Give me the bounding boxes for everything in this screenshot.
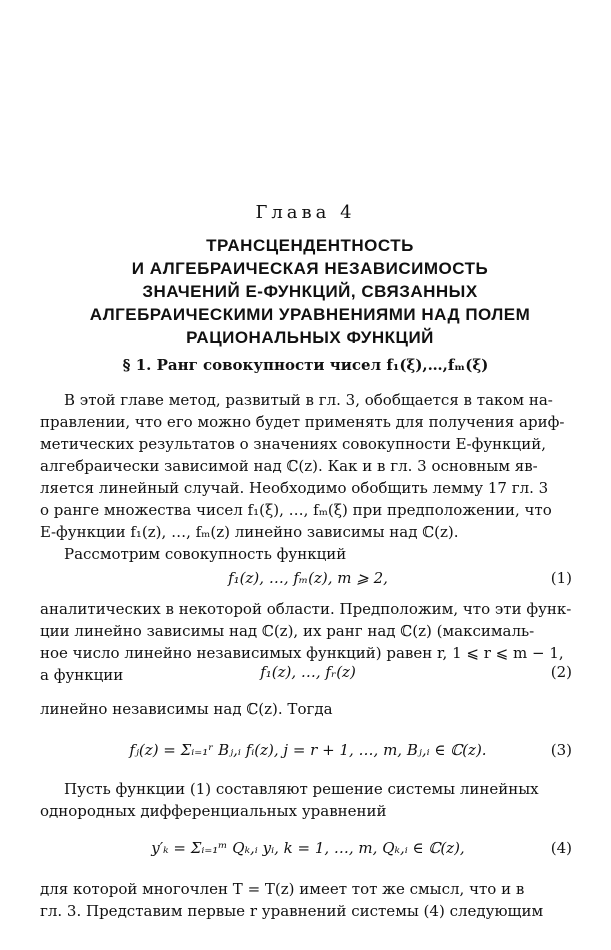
equation-number: (4) xyxy=(550,839,572,857)
equation-body: fⱼ(z) = Σᵢ₌₁ʳ Bⱼ,ᵢ fᵢ(z), j = r + 1, …, m, Bⱼ,ᵢ ∈ ℂ(z). xyxy=(129,741,487,759)
equation-2 xyxy=(40,656,576,690)
text-line: а функции xyxy=(40,666,124,684)
equation-number: (3) xyxy=(550,741,572,759)
equation-number: (1) xyxy=(550,569,572,587)
text-line: для которой многочлен T = T(z) имеет тот же смысл, что и в xyxy=(40,880,525,898)
title-line: ТРАНСЦЕНДЕНТНОСТЬ xyxy=(206,236,414,255)
text-line: В этой главе метод, развитый в гл. 3, обобщается в таком на- xyxy=(64,391,553,409)
text-line: ное число линейно независимых функций) равен r, 1 ⩽ r ⩽ m − 1, xyxy=(40,644,564,662)
paragraph-system xyxy=(40,778,576,822)
text-line: Рассмотрим совокупность функций xyxy=(64,545,347,563)
chapter-heading: Глава 4 xyxy=(255,202,356,223)
text-line: правлении, что его можно будет применять для получения ариф- xyxy=(40,413,565,431)
section-heading: § 1. Ранг совокупности чисел f₁(ξ),…,fₘ(ξ) xyxy=(122,356,489,374)
title-line: И АЛГЕБРАИЧЕСКАЯ НЕЗАВИСИМОСТЬ xyxy=(131,259,489,278)
equation-body: y′ₖ = Σᵢ₌₁ᵐ Qₖ,ᵢ yᵢ, k = 1, …, m, Qₖ,ᵢ ∈ ℂ(z), xyxy=(151,839,465,857)
title-line: РАЦИОНАЛЬНЫХ ФУНКЦИЙ xyxy=(186,328,434,347)
text-line: ляется линейный случай. Необходимо обобщить лемму 17 гл. 3 xyxy=(40,479,549,497)
paragraph-independent xyxy=(40,698,576,720)
equation-number: (2) xyxy=(550,663,572,681)
text-line: Е-функции f₁(z), …, fₘ(z) линейно зависимы над ℂ(z). xyxy=(40,523,459,541)
title-line: ЗНАЧЕНИЙ Е-ФУНКЦИЙ, СВЯЗАННЫХ xyxy=(142,282,478,301)
text-line: метических результатов о значениях совокупности Е-функций, xyxy=(40,435,546,453)
equation-3 xyxy=(40,734,576,768)
text-line: ции линейно зависимы над ℂ(z), их ранг над ℂ(z) (максималь- xyxy=(40,622,535,640)
text-line: линейно независимы над ℂ(z). Тогда xyxy=(40,700,333,718)
chapter-title xyxy=(40,234,580,349)
text-line: аналитических в некоторой области. Предположим, что эти функ- xyxy=(40,600,572,618)
equation-body: f₁(z), …, fᵣ(z) xyxy=(260,663,356,681)
equation-body: f₁(z), …, fₘ(z), m ⩾ 2, xyxy=(228,569,388,587)
text-line: однородных дифференциальных уравнений xyxy=(40,802,387,820)
paragraph-polynomial xyxy=(40,878,576,922)
equation-1 xyxy=(40,562,576,596)
text-line: гл. 3. Представим первые r уравнений системы (4) следующим xyxy=(40,902,544,920)
paragraph-intro xyxy=(40,389,576,565)
text-line: о ранге множества чисел f₁(ξ), …, fₘ(ξ) при предположении, что xyxy=(40,501,552,519)
equation-4 xyxy=(40,832,576,866)
text-line: Пусть функции (1) составляют решение системы линейных xyxy=(64,780,539,798)
text-line: алгебраически зависимой над ℂ(z). Как и в гл. 3 основным яв- xyxy=(40,457,538,475)
title-line: АЛГЕБРАИЧЕСКИМИ УРАВНЕНИЯМИ НАД ПОЛЕМ xyxy=(89,305,531,324)
